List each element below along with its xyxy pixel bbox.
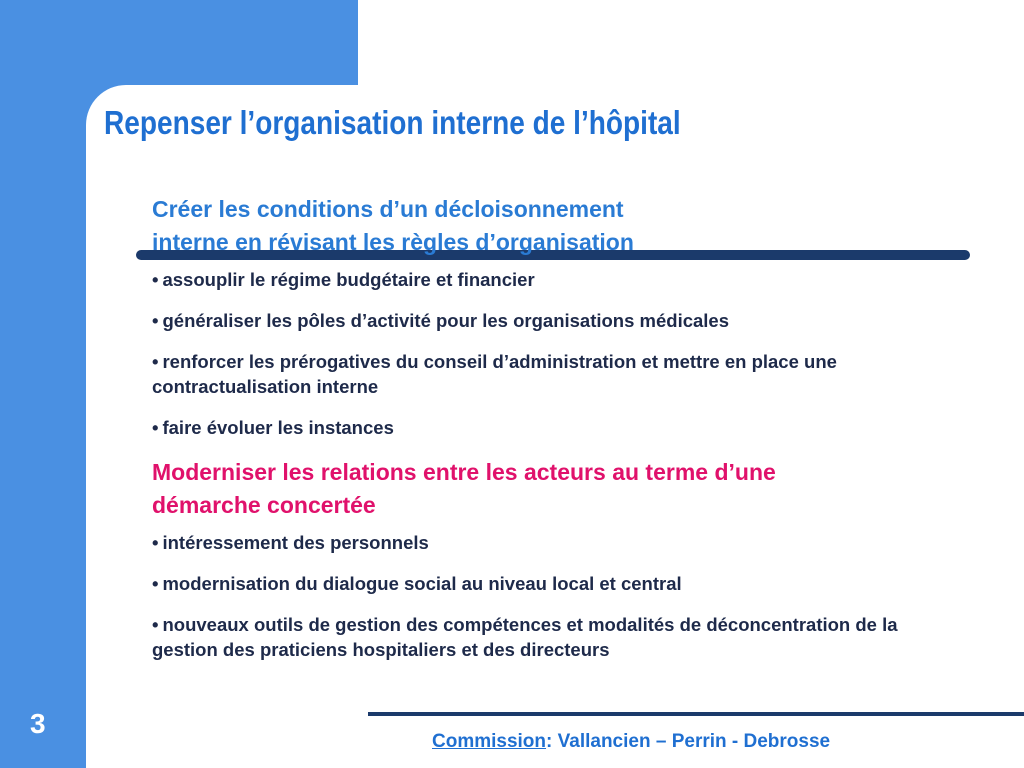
bullet-item — [152, 349, 942, 399]
bullet-item — [152, 530, 942, 555]
commission-link[interactable]: Commission — [432, 731, 547, 752]
page-number: 3 — [30, 708, 46, 739]
slide-content — [152, 193, 942, 678]
bullet-text: modernisation du dialogue social au niveau local et central — [162, 573, 682, 594]
bullet-text: renforcer les prérogatives du conseil d’administration et mettre en place une contractualisation interne — [152, 351, 837, 397]
bullet-icon: • — [152, 269, 159, 290]
footer-divider — [368, 712, 1024, 716]
bullet-text: faire évoluer les instances — [162, 417, 394, 438]
bullet-icon: • — [152, 351, 159, 372]
slide-title: Repenser l’organisation interne de l’hôpital — [104, 104, 681, 141]
bullet-text: nouveaux outils de gestion des compétences et modalités de déconcentration de la gestion des praticiens hospitaliers et des directeurs — [152, 614, 898, 660]
bullet-text: assouplir le régime budgétaire et financier — [162, 269, 535, 290]
section-heading-decloisonnement — [152, 193, 942, 259]
section-heading-line: Moderniser les relations entre les acteurs au terme d’une — [152, 459, 776, 485]
bullet-item — [152, 267, 942, 292]
bullet-text: généraliser les pôles d’activité pour les organisations médicales — [162, 310, 730, 331]
section-heading-line: démarche concertée — [152, 492, 376, 518]
bullet-icon: • — [152, 614, 159, 635]
bullet-item — [152, 415, 942, 440]
bullet-item — [152, 308, 942, 333]
bullet-item — [152, 612, 942, 662]
section-heading-line: interne en révisant les règles d’organisation — [152, 229, 634, 255]
bullet-item — [152, 571, 942, 596]
bullet-icon: • — [152, 532, 159, 553]
bullet-icon: • — [152, 310, 159, 331]
bullet-icon: • — [152, 573, 159, 594]
bullet-text: intéressement des personnels — [162, 532, 429, 553]
footer-authors: : Vallancien – Perrin - Debrosse — [546, 731, 831, 752]
bullet-icon: • — [152, 417, 159, 438]
section-heading-line: Créer les conditions d’un décloisonnement — [152, 196, 624, 222]
section-heading-moderniser — [152, 456, 942, 522]
footer-credit — [432, 731, 830, 753]
